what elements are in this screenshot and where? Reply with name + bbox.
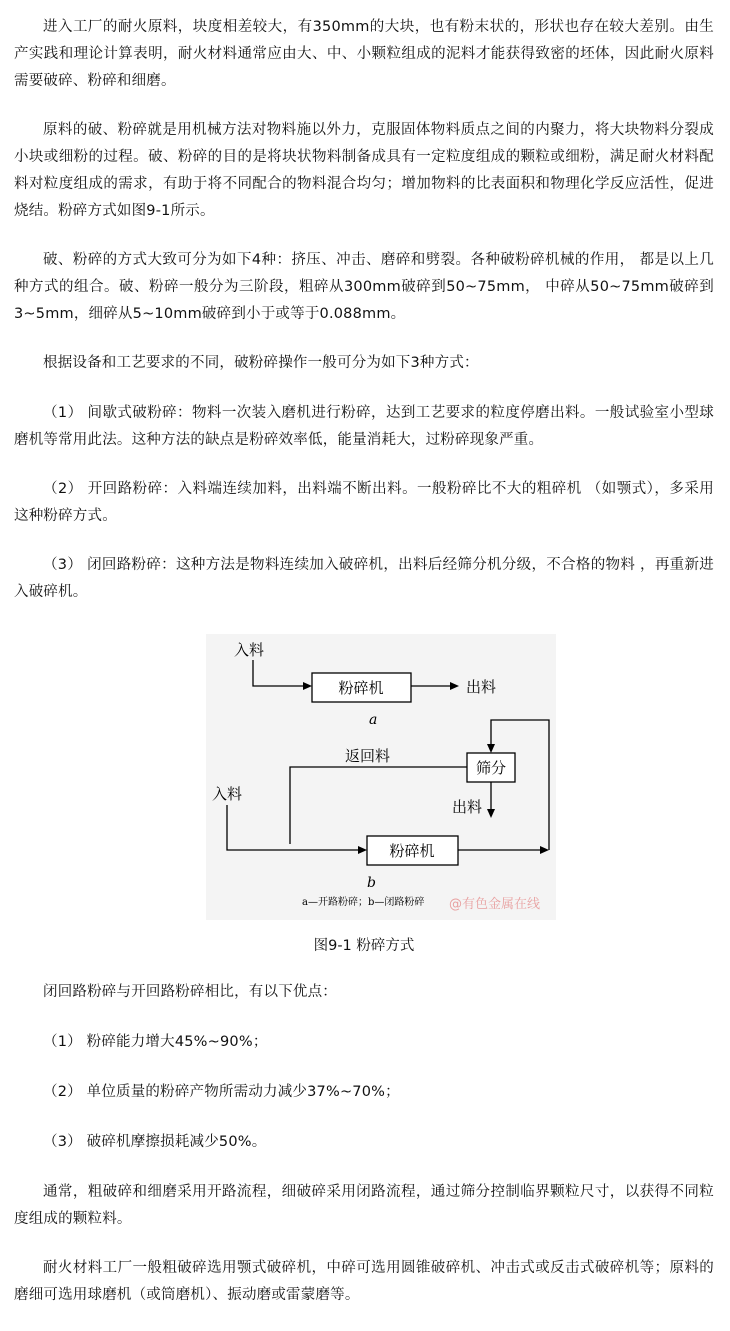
b-screen-label: 筛分: [475, 759, 507, 777]
b-diagram-label: b: [367, 875, 376, 891]
b-grinder-label: 粉碎机: [389, 842, 435, 860]
grinding-flow-diagram: [0, 628, 730, 928]
a-output-label: 出料: [466, 678, 497, 696]
paragraph-batch-grinding: （1） 间歇式破粉碎：物料一次装入磨机进行粉碎，达到工艺要求的粒度停磨出料。一般试验室小型球磨机等常用此法。这种方法的缺点是粉碎效率低，能量消耗大，过粉碎现象严重。: [14, 405, 714, 448]
figure-9-1: [0, 628, 730, 928]
b-input-label: 入料: [212, 785, 243, 803]
article: [14, 14, 714, 1331]
figure-caption: 图9-1 粉碎方式: [313, 938, 415, 954]
paragraph-advantage-1: （1） 粉碎能力增大45%~90%；: [43, 1034, 268, 1050]
b-return-label: 返回料: [345, 747, 391, 765]
a-grinder-label: 粉碎机: [338, 679, 384, 697]
paragraph-advantages-intro: 闭回路粉碎与开回路粉碎相比，有以下优点：: [43, 984, 337, 1000]
paragraph-closed-circuit: （3） 闭回路粉碎：这种方法是物料连续加入破碎机，出料后经筛分机分级，不合格的物料 ，再重新进入破碎机。: [14, 557, 714, 600]
b-output-label: 出料: [452, 798, 483, 816]
paragraph-operation-types: 根据设备和工艺要求的不同，破粉碎操作一般可分为如下3种方式：: [43, 355, 479, 371]
figure-legend: a—开路粉碎；b—闭路粉碎: [302, 897, 425, 908]
a-diagram-label: a: [369, 712, 378, 728]
a-input-label: 入料: [234, 641, 265, 659]
paragraph-flow-usage: 通常，粗破碎和细磨采用开路流程，细破碎采用闭路流程，通过筛分控制临界颗粒尺寸，以获得不同粒度组成的颗粒料。: [14, 1184, 714, 1227]
paragraph-advantage-2: （2） 单位质量的粉碎产物所需动力减少37%~70%；: [43, 1084, 400, 1100]
paragraph-equipment: 耐火材料工厂一般粗破碎选用颚式破碎机，中碎可选用圆锥破碎机、冲击式或反击式破碎机等；原料的磨细可选用球磨机（或筒磨机）、振动磨或雷蒙磨等。: [14, 1260, 714, 1303]
paragraph-intro: 进入工厂的耐火原料，块度相差较大，有350mm的大块，也有粉末状的，形状也存在较大差别。由生产实践和理论计算表明，耐火材料通常应由大、中、小颗粒组成的泥料才能获得致密的坯体，因此耐火原料需要破碎、粉碎和细磨。: [14, 19, 714, 89]
paragraph-methods: 破、粉碎的方式大致可分为如下4种：挤压、冲击、磨碎和劈裂。各种破粉碎机械的作用， 都是以上几种方式的组合。破、粉碎一般分为三阶段，粗碎从300mm破碎到50~75mm， 中碎从50~75mm破碎到3~5mm，细碎从5~10mm破碎到小于或等于0.088mm。: [14, 252, 714, 322]
paragraph-open-circuit: （2） 开回路粉碎：入料端连续加料，出料端不断出料。一般粉碎比不大的粗碎机 （如颚式），多采用这种粉碎方式。: [14, 481, 714, 524]
paragraph-definition: 原料的破、粉碎就是用机械方法对物料施以外力，克服固体物料质点之间的内聚力，将大块物料分裂成小块或细粉的过程。破、粉碎的目的是将块状物料制备成具有一定粒度组成的颗粒或细粉，满足耐火材料配料对粒度组成的需求，有助于将不同配合的物料混合均匀；增加物料的比表面积和物理化学反应活性，促进烧结。粉碎方式如图9-1所示。: [14, 122, 714, 219]
watermark: @有色金属在线: [449, 897, 541, 912]
paragraph-advantage-3: （3） 破碎机摩擦损耗减少50%。: [43, 1134, 267, 1150]
